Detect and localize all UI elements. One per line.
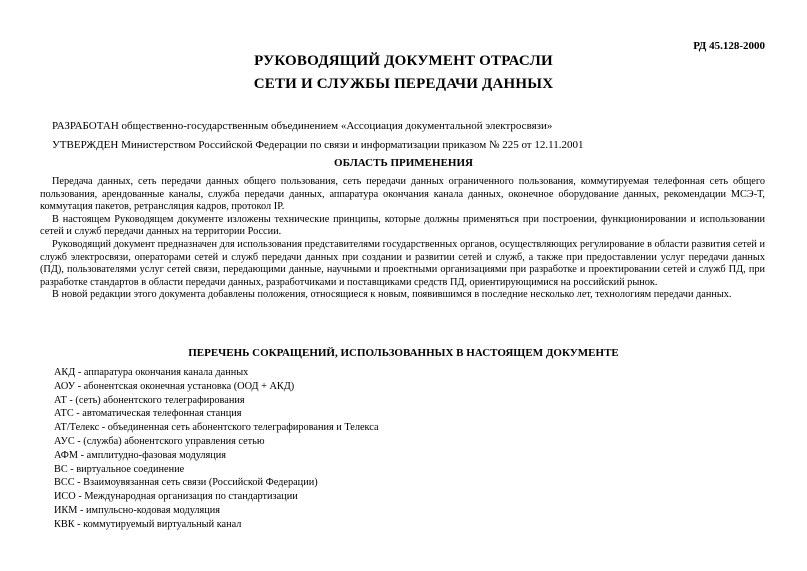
abbreviation-item: АУС - (служба) абонентского управления сетью (54, 435, 265, 447)
scope-paragraph: В настоящем Руководящем документе изложены технические принципы, которые должны применяться при построении, функционировании и использовании сетей и служб передачи данных на территории России. (40, 213, 765, 238)
document-title-line-1: РУКОВОДЯЩИЙ ДОКУМЕНТ ОТРАСЛИ (254, 53, 553, 69)
abbreviation-item: ИСО - Международная организация по стандартизации (54, 491, 298, 503)
abbreviation-item: ВС - виртуальное соединение (54, 463, 185, 475)
abbreviations-heading: ПЕРЕЧЕНЬ СОКРАЩЕНИЙ, ИСПОЛЬЗОВАННЫХ В НАСТОЯЩЕМ ДОКУМЕНТЕ (188, 347, 619, 359)
scope-heading: ОБЛАСТЬ ПРИМЕНЕНИЯ (334, 157, 473, 169)
approved-by-line: УТВЕРЖДЕН Министерством Российской Федерации по связи и информатизации приказом № 225 от 12.11.2001 (52, 139, 584, 151)
abbreviation-item: АКД - аппаратура окончания канала данных (54, 367, 249, 378)
abbreviation-item: КВК - коммутируемый виртуальный канал (54, 518, 242, 530)
abbreviation-item: ВСС - Взаимоувязанная сеть связи (Российской Федерации) (54, 477, 318, 489)
abbreviation-item: ИКМ - импульсно-кодовая модуляция (54, 504, 221, 516)
abbreviations-list (54, 366, 379, 532)
abbreviation-item: АОУ - абонентская оконечная установка (ООД + АКД) (54, 380, 295, 392)
developed-by-line: РАЗРАБОТАН общественно-государственным объединением «Ассоциация документальной электросвязи» (52, 120, 553, 132)
document-code: РД 45.128-2000 (693, 40, 765, 52)
scope-body (40, 176, 765, 302)
abbreviation-item: АТ - (сеть) абонентского телеграфирования (54, 394, 245, 406)
abbreviation-item: АФМ - амплитудно-фазовая модуляция (54, 449, 227, 461)
scope-paragraph: Руководящий документ предназначен для использования представителями государственных органов, осуществляющих регулирование в области развития сетей и служб электросвязи, операторами сетей и служб передачи данных при создании и развитии сетей и служб, а также при предоставлении услуг передачи данных (ПД), пользователями услуг сетей связи, передающими данные, научными и проектными организациями при разработке и проектировании сетей и служб ПД, при разработке стандартов в области передачи данных, разработчиками и поставщиками средств ПД, ориентирующимися на российский рынок. (40, 238, 765, 288)
document-title-line-2: СЕТИ И СЛУЖБЫ ПЕРЕДАЧИ ДАННЫХ (253, 76, 554, 92)
scope-paragraph: В новой редакции этого документа добавлены положения, относящиеся к новым, появившимся в последние несколько лет, технологиям передачи данных. (52, 289, 732, 301)
abbreviation-item: АТ/Телекс - объединенная сеть абонентского телеграфирования и Телекса (54, 422, 379, 434)
scope-paragraph: Передача данных, сеть передачи данных общего пользования, сеть передачи данных ограниченного пользования, коммутируемая телефонная сеть общего пользования, арендованные каналы, служба передачи данных, аппаратура окончания канала данных, оконечное оборудование данных, рекомендации МСЭ-Т, коммутация пакетов, ретрансляция кадров, протокол IP. (40, 176, 765, 213)
abbreviation-item: АТС - автоматическая телефонная станция (54, 408, 242, 420)
